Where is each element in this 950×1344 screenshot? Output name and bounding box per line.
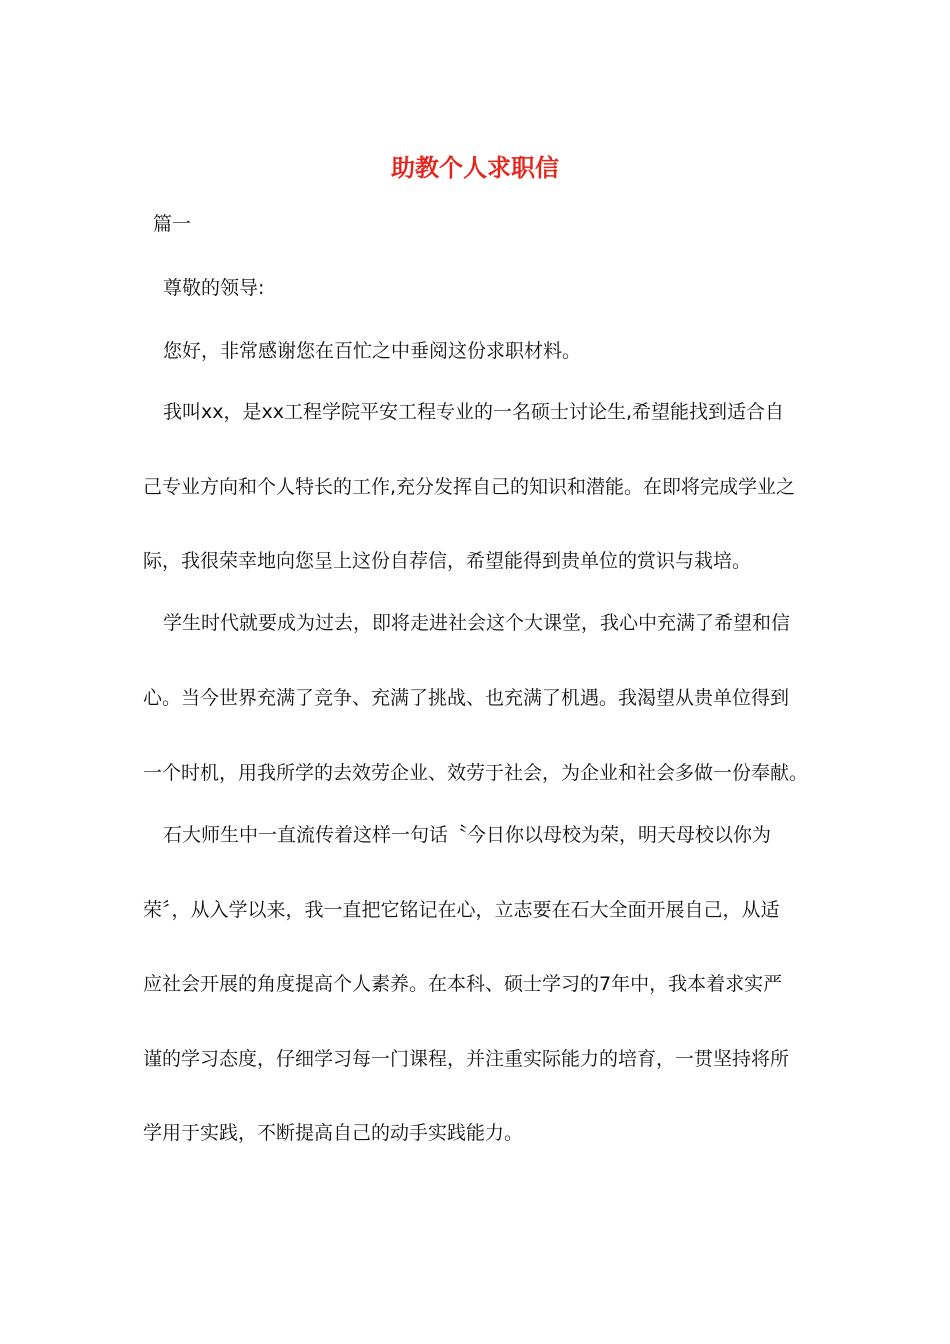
paragraph-line: 应社会开展的角度提高个人素养。在本科、硕士学习的7年中，我本着求实严 bbox=[143, 973, 783, 995]
paragraph-line: 谨的学习态度，仔细学习每一门课程，并注重实际能力的培育，一贯坚持将所 bbox=[143, 1048, 790, 1070]
section-label: 篇一 bbox=[153, 213, 192, 235]
paragraph-line: 际，我很荣幸地向您呈上这份自荐信，希望能得到贵单位的赏识与栽培。 bbox=[143, 550, 752, 572]
paragraph-line: 己专业方向和个人特长的工作,充分发挥自己的知识和潜能。在即将完成学业之 bbox=[143, 476, 796, 498]
paragraph-line: 心。当今世界充满了竞争、充满了挑战、也充满了机遇。我渴望从贵单位得到 bbox=[143, 687, 790, 709]
paragraph-line: 石大师生中一直流传着这样一句话〝今日你以母校为荣，明天母校以你为 bbox=[163, 824, 772, 846]
document-title: 助教个人求职信 bbox=[391, 153, 559, 182]
paragraph-line: 您好，非常感谢您在百忙之中垂阅这份求职材料。 bbox=[163, 340, 582, 362]
paragraph-line: 学生时代就要成为过去，即将走进社会这个大课堂，我心中充满了希望和信 bbox=[163, 612, 791, 634]
salutation: 尊敬的领导: bbox=[163, 277, 265, 299]
paragraph-line: 学用于实践，不断提高自己的动手实践能力。 bbox=[143, 1122, 524, 1144]
paragraph-line: 荣〞，从入学以来，我一直把它铭记在心，立志要在石大全面开展自己，从适 bbox=[143, 899, 780, 921]
paragraph-line: 我叫xx，是xx工程学院平安工程专业的一名硕士讨论生,希望能找到适合自 bbox=[163, 401, 785, 423]
paragraph-line: 一个时机，用我所学的去效劳企业、效劳于社会，为企业和社会多做一份奉献。 bbox=[143, 762, 809, 784]
